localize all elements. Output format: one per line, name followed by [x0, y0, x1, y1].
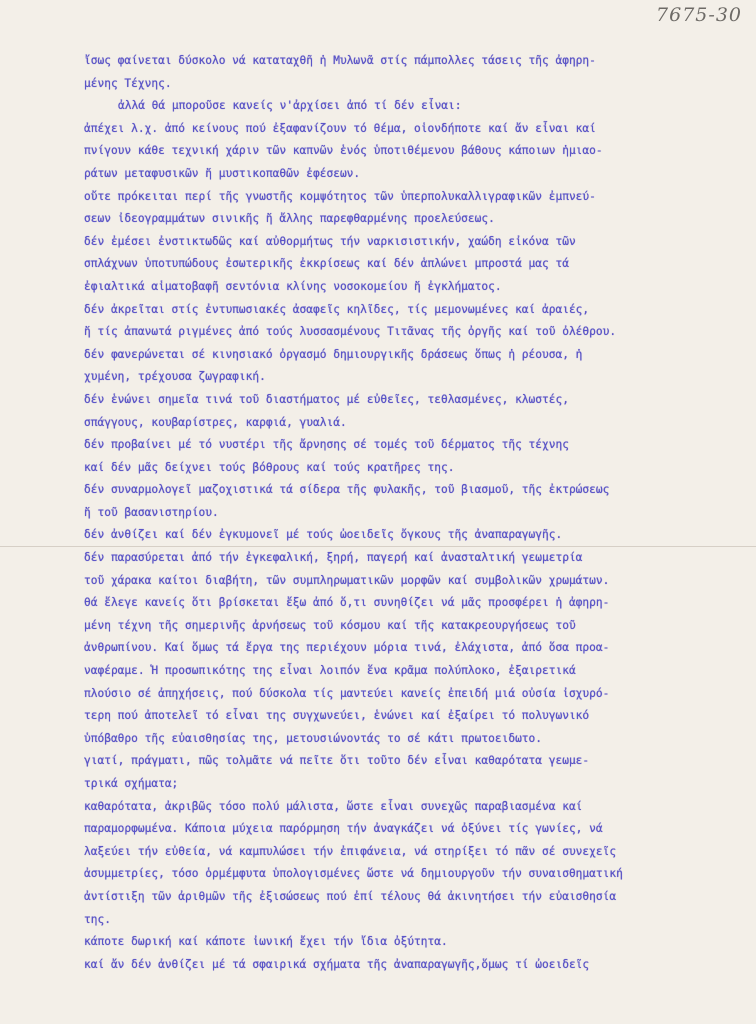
text-line: τοῦ χάρακα καίτοι διαβήτη, τῶν συμπληρωματικῶν μορφῶν καί συμβολικῶν χρωμάτων.	[84, 573, 610, 587]
text-line: ράτων μεταφυσικῶν ἤ μυστικοπαθῶν ἐφέσεων.	[84, 166, 361, 180]
text-line: δέν ἑνώνει σημεῖα τινά τοῦ διαστήματος μέ εὐθεῖες, τεθλασμένες, κλωστές,	[84, 392, 569, 406]
text-line: ἀσυμμετρίες, τόσο ὁρμέμφυτα ὑπολογισμένες ὥστε νά δημιουργοῦν τήν συναισθηματική	[84, 867, 623, 881]
text-line: σπάγγους, κουβαρίστρες, καρφιά, γυαλιά.	[84, 415, 347, 429]
text-line: δέν παρασύρεται ἀπό τήν ἐγκεφαλική, ξηρή, παγερή καί ἀνασταλτική γεωμετρία	[84, 551, 583, 565]
text-line: πνίγουν κάθε τεχνική χάριν τῶν καπνῶν ἑνός ὑποτιθέμενου βάθους κάποιων ἡμιαο-	[84, 144, 603, 158]
text-line: ναφέραμε. Ἡ προσωπικότης της εἶναι λοιπόν ἕνα κρᾶμα πολύπλοκο, ἐξαιρετικά	[84, 664, 576, 678]
text-line: ἀντίστιξη τῶν ἀριθμῶν τῆς ἐξισώσεως πού ἐπί τέλους θά ἀκινητήσει τήν εὐαισθησία	[84, 889, 617, 903]
text-line: θά ἔλεγε κανείς ὅτι βρίσκεται ἔξω ἀπό ὅ,τι συνηθίζει νά μᾶς προσφέρει ἡ ἀφηρη-	[84, 596, 610, 610]
text-line: μένης Τέχνης.	[84, 76, 172, 90]
text-line: δέν ἐμέσει ἐνστικτωδῶς καί αὐθορμήτως τήν ναρκισιστικήν, χαώδη εἰκόνα τῶν	[84, 234, 576, 248]
archive-number: 7675-30	[656, 4, 742, 26]
text-line: καθαρότατα, ἀκριβῶς τόσο πολύ μάλιστα, ὥστε εἶναι συνεχῶς παραβιασμένα καί	[84, 799, 583, 813]
text-line: ἴσως φαίνεται δύσκολο νά καταταχθῆ ἡ Μυλωνᾶ στίς πάμπολλες τάσεις τῆς ἀφηρη-	[84, 54, 596, 67]
text-line: κάποτε δωρική καί κάποτε ἰωνική ἔχει τήν ἴδια ὀξύτητα.	[84, 935, 448, 949]
text-line: ἀλλά θά μποροῦσε κανείς ν'ἀρχίσει ἀπό τί δέν εἶναι:	[118, 99, 462, 113]
text-line: πλούσιο σέ ἀπηχήσεις, πού δύσκολα τίς μαντεύει κανείς ἐπειδή μιά οὐσία ἰσχυρό-	[84, 686, 610, 700]
text-line: ἀπέχει λ.χ. ἀπό κείνους πού ἐξαφανίζουν τό θέμα, οἱονδήποτε καί ἄν εἶναι καί	[84, 121, 596, 135]
typewritten-text	[84, 50, 724, 976]
text-line: καί ἄν δέν ἀνθίζει μέ τά σφαιρικά σχήματα τῆς ἀναπαραγωγῆς,ὅμως τί ὠοειδεῖς	[84, 957, 590, 971]
text-line: δέν συναρμολογεῖ μαζοχιστικά τά σίδερα τῆς φυλακῆς, τοῦ βιασμοῦ, τῆς ἐκτρώσεως	[84, 483, 610, 497]
text-line: λαξεύει τήν εὐθεία, νά καμπυλώσει τήν ἐπιφάνεια, νά στηρίξει τό πᾶν σέ συνεχεῖς	[84, 844, 617, 858]
text-line: παραμορφωμένα. Κάποια μύχεια παρόρμηση τήν ἀναγκάζει νά ὀξύνει τίς γωνίες, νά	[84, 822, 603, 836]
text-line: σπλάχνων ὑποτυπώδους ἐσωτερικῆς ἐκκρίσεως καί δέν ἁπλώνει μπροστά μας τά	[84, 257, 569, 271]
text-line: δέν ἀνθίζει καί δέν ἐγκυμονεῖ μέ τούς ὠοειδεῖς ὄγκους τῆς ἀναπαραγωγῆς.	[84, 528, 563, 542]
text-line: δέν ἀκρεῖται στίς ἐντυπωσιακές ἀσαφεῖς κηλῖδες, τίς μεμονωμένες καί ἀραιές,	[84, 302, 590, 316]
text-line: χυμένη, τρέχουσα ζωγραφική.	[84, 370, 266, 384]
text-line: δέν φανερώνεται σέ κινησιακό ὀργασμό δημιουργικῆς δράσεως ὅπως ἡ ρέουσα, ἡ	[84, 347, 583, 361]
text-line: τρικά σχήματα;	[84, 777, 179, 790]
text-line: οὔτε πρόκειται περί τῆς γνωστῆς κομψότητος τῶν ὑπερπολυκαλλιγραφικῶν ἐμπνεύ-	[84, 189, 596, 203]
text-line: ὑπόβαθρο τῆς εὐαισθησίας της, μετουσιώνοντάς το σέ κάτι πρωτοειδωτο.	[84, 731, 543, 745]
text-line: ἐφιαλτικά αἱματοβαφῆ σεντόνια κλίνης νοσοκομείου ἤ ἐγκλήματος.	[84, 279, 502, 293]
text-line: σεων ἰδεογραμμάτων σινικῆς ἤ ἄλλης παρεφθαρμένης προελεύσεως.	[84, 212, 495, 226]
text-line: ἤ τίς ἀπανωτά ριγμένες ἀπό τούς λυσσασμένους Τιτᾶνας τῆς ὀργῆς καί τοῦ ὀλέθρου.	[84, 325, 617, 339]
text-line: ἀνθρωπίνου. Καί ὅμως τά ἔργα της περιέχουν μόρια τινά, ἐλάχιστα, ἀπό ὅσα προα-	[84, 641, 610, 655]
text-line: καί δέν μᾶς δείχνει τούς βόθρους καί τούς κρατῆρες της.	[84, 460, 455, 474]
text-line: της.	[84, 912, 111, 926]
text-line: δέν προβαίνει μέ τό νυστέρι τῆς ἄρνησης σέ τομές τοῦ δέρματος τῆς τέχνης	[84, 438, 569, 452]
text-line: ἤ τοῦ βασανιστηρίου.	[84, 505, 219, 519]
text-line: γιατί, πράγματι, πῶς τολμᾶτε νά πεῖτε ὅτι τοῦτο δέν εἶναι καθαρότατα γεωμε-	[84, 754, 590, 768]
text-line: μένη τέχνη τῆς σημερινῆς ἀρνήσεως τοῦ κόσμου καί τῆς κατακρεουργήσεως τοῦ	[84, 618, 576, 632]
text-line: τερη πού ἀποτελεῖ τό εἶναι της συγχωνεύει, ἑνώνει καί ἐξαίρει τό πολυγωνικό	[84, 709, 590, 723]
